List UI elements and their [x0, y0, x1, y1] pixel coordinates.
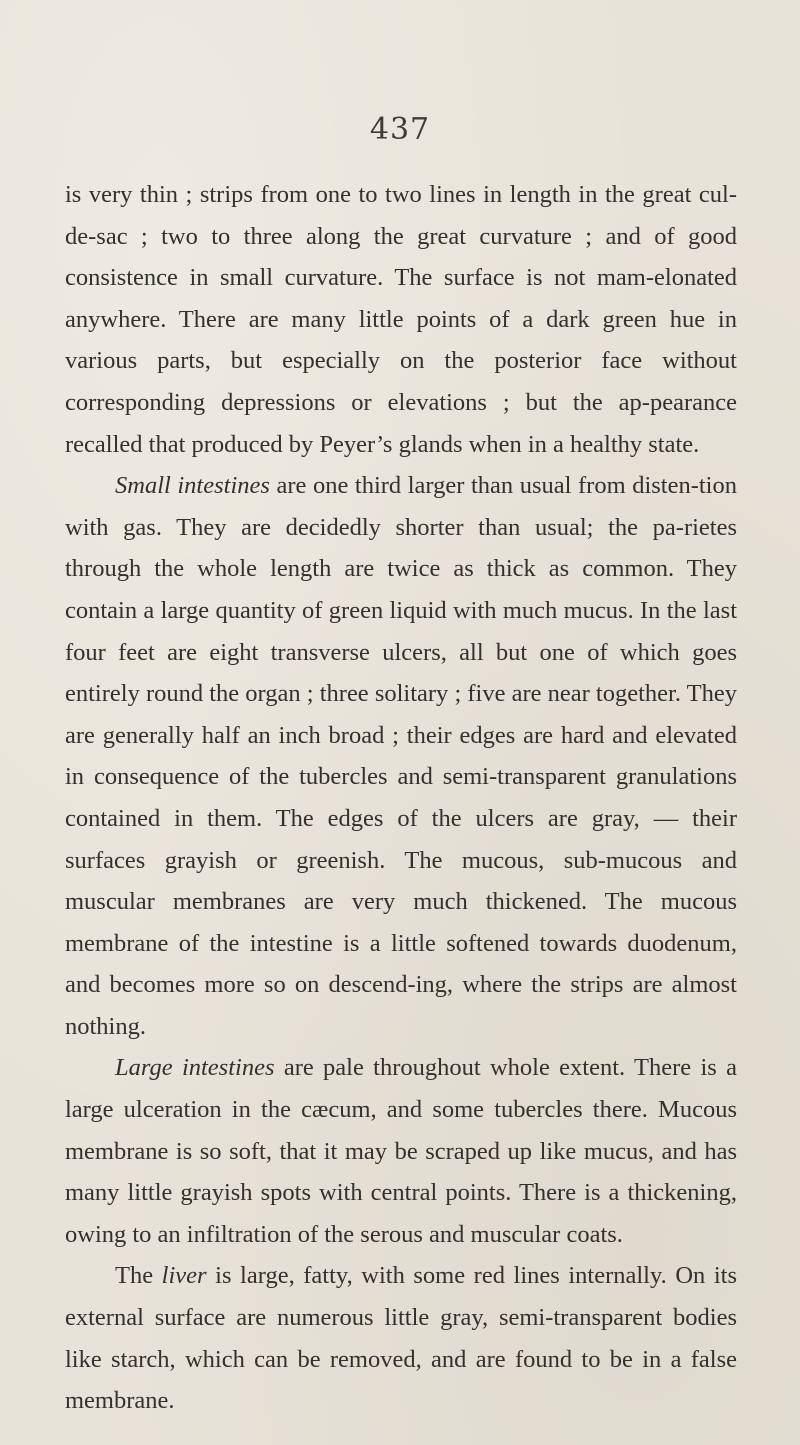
body-text [65, 174, 737, 1422]
paragraph-small-intestines [65, 465, 737, 1047]
paragraph-text: is large, fatty, with some red lines internally. On its external surface are numerous little gray, semi-transparent bodies like starch, which can be removed, and are found to be in a false membrane. [65, 1262, 738, 1415]
paragraph-text: is very thin ; strips from one to two lines in length in the great cul-de-sac ; two to three along the great curvature ; and of good consistence in small curvature. The surface is not mam-elonated anywhere. There are many little points of a dark green hue in various parts, but especially on the posterior face without corresponding depressions or elevations ; but the ap-pearance recalled that produced by Peyer’s glands when in a healthy state. [65, 181, 737, 458]
page-number: 437 [369, 112, 431, 147]
paragraph-stomach [65, 174, 737, 465]
paragraph-liver [65, 1255, 737, 1421]
paragraph-heading: liver [161, 1262, 207, 1290]
paragraph-lead: The [115, 1262, 162, 1290]
paragraph-large-intestines [65, 1047, 737, 1255]
paragraph-text: are pale throughout whole extent. There is a large ulceration in the cæcum, and some tubercles there. Mucous membrane is so soft, that it may be scraped up like mucus, and has many little grayish spots with central points. There is a thickening, owing to an infiltration of the serous and muscular coats. [65, 1054, 738, 1248]
paragraph-heading: Small intestines [115, 472, 270, 500]
paragraph-text: are one third larger than usual from disten-tion with gas. They are decidedly shorter than usual; the pa-rietes through the whole length are twice as thick as common. They contain a large quantity of green liquid with much mucus. In the last four feet are eight transverse ulcers, all but one of which goes entirely round the organ ; three solitary ; five are near together. They are generally half an inch broad ; their edges are hard and elevated in consequence of the tubercles and semi-transparent granulations contained in them. The edges of the ulcers are gray, — their surfaces grayish or greenish. The mucous, sub-mucous and muscular membranes are very much thickened. The mucous membrane of the intestine is a little softened towards duodenum, and becomes more so on descend-ing, where the strips are almost nothing. [65, 472, 737, 1040]
paragraph-heading: Large intestines [115, 1054, 275, 1082]
